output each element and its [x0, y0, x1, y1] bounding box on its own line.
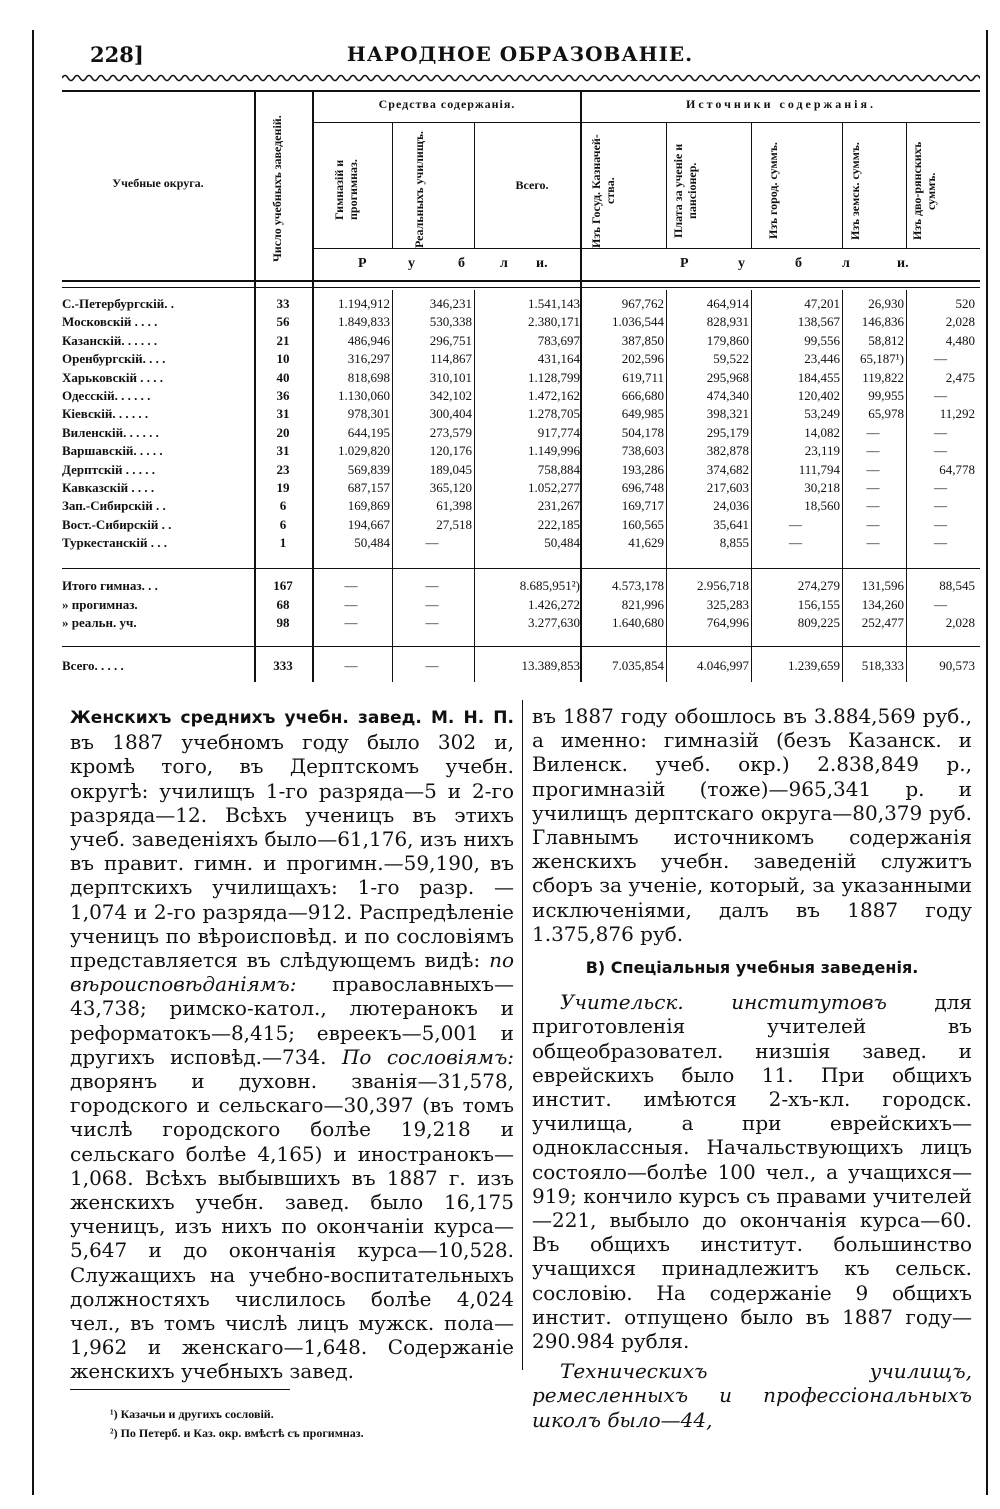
table-rule [254, 90, 256, 682]
table-cell: 1.036,544 [612, 314, 664, 330]
paragraph-text: въ 1887 году обошлось въ 3.884,569 руб., а именно: гимназій (безъ Казанск. и Виленск. учеб. окр.) 2.838,849 р., прогимназій (тоже)—965,341 р. и училищъ дерптскаго округа—80,379 руб. Главнымъ источникомъ содержанія женскихъ учебн. заведеній служитъ сборъ за ученіе, который, за указанными исключеніями, далъ въ 1887 году 1.375,876 руб. [532, 704, 972, 946]
table-rule [751, 122, 752, 248]
table-cell: — [789, 516, 802, 532]
table-cell: 194,667 [347, 516, 390, 532]
table-cell: 56 [276, 314, 290, 330]
table-cell: — [934, 424, 947, 440]
table-rule [666, 122, 667, 248]
table-cell: 31 [276, 443, 290, 459]
table-cell: 530,338 [429, 314, 472, 330]
table-cell: 1.278,705 [528, 406, 580, 422]
table-cell: — [866, 498, 880, 514]
table-rule [751, 290, 752, 682]
table-cell: — [934, 351, 947, 367]
table-cell: 58,812 [868, 332, 904, 348]
table-cell: 40 [276, 369, 290, 385]
table-row-name: Московскій . . . . [62, 314, 158, 330]
table-cell: 169,717 [621, 498, 664, 514]
col-header-noble: Изъ дво-рянскихъ суммъ. [910, 141, 938, 241]
page-frame-left [32, 30, 34, 1495]
table-cell: — [425, 578, 439, 593]
table-cell: 21 [276, 332, 290, 348]
finance-table [62, 90, 980, 690]
table-cell: 464,914 [706, 296, 749, 311]
table-cell: 486,946 [347, 332, 390, 348]
table-cell: 978,301 [347, 406, 390, 422]
table-cell: 342,102 [429, 388, 472, 403]
table-cell: 273,579 [429, 424, 472, 440]
table-cell: 1.239,659 [788, 658, 840, 673]
paragraph-text: въ 1887 учебномъ году было 302 и, кромѣ того, въ Дерптскомъ учебн. округѣ: училищъ 1-го разряда—5 и 2-го разряда—12. Всѣхъ ученицъ въ этихъ учеб. заведеніяхъ было—61,176, изъ нихъ въ правит. гимн. и прогимн.—59,190, въ дерптскихъ училищахъ: 1-го разр. — 1,074 и 2-го разряда—912. Распредѣленіе ученицъ по вѣроисповѣд. и по сословіямъ представляется въ слѣдующемъ видѣ: [70, 730, 514, 973]
unit-letter: л [842, 256, 850, 271]
table-cell: 917,774 [537, 424, 580, 440]
table-cell: 50,484 [354, 535, 390, 551]
table-rule [906, 290, 907, 682]
table-cell: 295,179 [706, 424, 749, 440]
table-cell: 156,155 [797, 596, 840, 612]
table-cell: 300,404 [429, 406, 472, 422]
unit-letter: у [408, 256, 415, 271]
unit-letter: л [500, 256, 508, 271]
table-rule [62, 287, 980, 288]
table-cell: 189,045 [429, 461, 472, 477]
table-rule [842, 122, 843, 248]
table-row-name: Кіевскій. . . . . . [62, 406, 149, 422]
table-cell: 6 [279, 498, 287, 514]
table-cell: 828,931 [706, 314, 749, 330]
column-divider [522, 700, 523, 1370]
table-cell: 783,697 [537, 332, 580, 348]
table-cell: 33 [276, 296, 290, 311]
footnote: ¹) Казачьи и другихъ сословій. [110, 1407, 274, 1421]
table-cell: 146,836 [861, 314, 904, 330]
table-rule [906, 122, 907, 248]
table-cell: 325,283 [706, 596, 749, 612]
table-cell: 134,260 [861, 596, 904, 612]
col-header-count: Число учебныхъ заведеній. [270, 115, 284, 263]
table-cell: 120,402 [797, 388, 840, 403]
unit-letter: и. [536, 256, 548, 271]
table-cell: 222,185 [537, 516, 580, 532]
table-cell: 1.640,680 [612, 615, 664, 630]
table-cell: 666,680 [621, 388, 664, 403]
table-rule [474, 290, 475, 682]
page-number: 228] [90, 42, 144, 67]
table-cell: 1.194,912 [338, 296, 390, 311]
table-cell: 644,195 [347, 424, 390, 440]
page-header [60, 40, 980, 70]
table-rule [474, 122, 475, 248]
table-cell: 23,446 [804, 351, 840, 367]
table-cell: — [425, 596, 439, 612]
table-cell: 967,762 [621, 296, 664, 311]
col-header-districts: Учебные округа. [112, 176, 204, 190]
table-cell: — [344, 578, 358, 593]
table-cell: 8,855 [719, 535, 749, 551]
table-cell: 4,480 [945, 332, 975, 348]
table-cell: 36 [276, 388, 290, 403]
table-cell: — [425, 535, 439, 551]
table-cell: 11,292 [939, 406, 975, 422]
table-cell: 3.277,630 [528, 615, 580, 630]
table-cell: 65,187¹) [860, 351, 904, 367]
table-cell: 310,101 [429, 369, 472, 385]
table-cell: 4.046,997 [697, 658, 749, 673]
table-cell: 217,603 [706, 480, 749, 495]
footnote-rule [70, 1389, 290, 1390]
table-row-name: » прогимназ. [62, 596, 138, 612]
table-row-name: Виленскій. . . . . . [62, 424, 159, 440]
paragraph-text: православныхъ—43,738; римско-катол., лютеранокъ и реформатокъ—8,415; евреекъ—5,001 и другихъ исповѣд.—734. [70, 972, 514, 1069]
table-row-name: Дерптскій . . . . . [62, 461, 155, 477]
table-cell: — [866, 461, 880, 477]
table-cell: 518,333 [861, 658, 904, 673]
table-cell: — [934, 498, 947, 514]
table-cell: 131,596 [861, 578, 904, 593]
table-rule [312, 122, 980, 123]
table-cell: 47,201 [804, 296, 840, 311]
table-cell: 649,985 [621, 406, 664, 422]
paragraph-lead: Женскихъ среднихъ учебн. завед. М. Н. П. [70, 708, 514, 728]
table-cell: — [866, 443, 880, 459]
table-cell: 169,869 [347, 498, 390, 514]
table-row-name: Кавказскій . . . . [62, 480, 155, 495]
table-cell: 2,028 [945, 314, 975, 330]
table-row-name: Варшавскій. . . . . [62, 443, 163, 459]
table-cell: — [934, 443, 947, 459]
table-cell: — [866, 516, 880, 532]
table-row-name: Туркестанскій . . . [62, 535, 168, 551]
unit-letter: б [458, 256, 465, 271]
left-text-column [70, 704, 514, 1384]
table-cell: 2,475 [945, 369, 975, 385]
table-rule [580, 90, 582, 682]
col-header-gymnasia: Гимназій и прогимназ. [332, 159, 360, 221]
table-cell: 88,545 [939, 578, 975, 593]
paragraph-text: дворянъ и духовн. званія—31,578, городского и сельскаго—30,397 (въ томъ числѣ городского болѣе 19,218 и сельскаго болѣе 4,165) и иностранокъ—1,068. Всѣхъ выбывшихъ въ 1887 г. изъ женскихъ учебн. завед. было 16,175 ученицъ, изъ нихъ по окончаніи курса—5,647 и до окончанія курса—10,528. Служащихъ на учебно-воспитательныхъ должностяхъ числилось болѣе 4,024 чел., въ томъ числѣ лицъ мужск. пола—1,962 и женскаго—1,648. Содержаніе женскихъ учебныхъ завед. [70, 1069, 514, 1384]
table-cell: 27,518 [436, 516, 472, 532]
table-cell: 65,978 [868, 406, 904, 422]
table-row-name: Казанскій. . . . . . [62, 332, 158, 348]
table-cell: 10 [276, 351, 290, 367]
table-cell: 1.128,799 [528, 369, 580, 385]
paragraph-text: для приготовленія учителей въ общеобразовател. низшія завед. и еврейскихъ было 11. При общихъ инстит. имѣются 2-хъ-кл. городск. училища, а при еврейскихъ—одноклассныя. Начальствующихъ лицъ состояло—болѣе 100 чел., а учащихся—919; кончило курсъ съ правами учителей—221, выбыло до окончанія курса—60. Въ общихъ институт. большинство учащихся принадлежитъ къ сельск. сословію. На содержаніе 9 общихъ инстит. отпущено было въ 1887 году—290.984 рубля. [532, 990, 973, 1354]
table-row-name: Всего. . . . . [62, 658, 124, 673]
unit-letter: и. [897, 256, 909, 271]
table-cell: 2.956,718 [697, 578, 749, 593]
table-row-name: С.-Петербургскій. . [62, 296, 174, 311]
table-cell: 31 [276, 406, 290, 422]
table-cell: — [866, 424, 880, 440]
table-cell: 764,996 [706, 615, 749, 630]
table-cell: 179,860 [706, 332, 749, 348]
table-cell: 7.035,854 [612, 658, 664, 673]
table-cell: 231,267 [537, 498, 580, 514]
table-cell: 19 [276, 480, 290, 495]
table-cell: 59,522 [713, 351, 749, 367]
table-cell: 138,567 [797, 314, 840, 330]
table-row-name: » реальн. уч. [62, 615, 137, 630]
table-cell: 687,157 [347, 480, 390, 495]
right-text-column [532, 704, 972, 1432]
table-cell: — [866, 480, 880, 495]
table-cell: 346,231 [429, 296, 472, 311]
group-header-sources: Источники содержанія. [685, 97, 876, 111]
table-cell: 24,036 [713, 498, 749, 514]
table-cell: 387,850 [621, 332, 664, 348]
table-cell: — [344, 596, 358, 612]
unit-letter: б [795, 256, 802, 271]
table-cell: 758,884 [537, 461, 580, 477]
table-rule [666, 290, 667, 682]
table-cell: 1.849,833 [338, 314, 390, 330]
table-cell: 23 [276, 461, 290, 477]
table-cell: 30,218 [804, 480, 840, 495]
table-row-name: Итого гимназ. . . [62, 578, 158, 593]
table-rule [62, 280, 980, 282]
table-cell: — [934, 516, 947, 532]
page-title: НАРОДНОЕ ОБРАЗОВАНІЕ. [346, 42, 694, 66]
paragraph-text: Техническихъ училищъ, ремесленныхъ и профессіональныхъ школъ было—44, [532, 1359, 972, 1432]
table-cell: 167 [273, 578, 293, 593]
table-cell: 365,120 [429, 480, 472, 495]
table-cell: — [934, 388, 947, 403]
table-cell: — [789, 535, 802, 551]
table-cell: 193,286 [621, 461, 664, 477]
table-cell: 821,996 [621, 596, 664, 612]
page-frame-right [986, 30, 988, 1495]
table-cell: — [425, 658, 439, 673]
table-rule [842, 290, 843, 682]
table-cell: 809,225 [797, 615, 840, 630]
header-wavy-rule [62, 73, 980, 83]
col-header-treasury: Изъ Госуд. Казначей-ства. [589, 134, 617, 248]
col-header-total: Всего. [515, 178, 549, 192]
table-cell: 26,930 [868, 296, 904, 311]
table-cell: — [934, 480, 947, 495]
table-row-name: Оренбургскій. . . . [62, 351, 166, 367]
table-cell: 50,484 [544, 535, 580, 551]
table-cell: 68 [276, 596, 290, 612]
unit-letter: Р [680, 256, 689, 271]
table-rule [312, 90, 314, 682]
table-rule [62, 90, 980, 92]
col-header-fees: Плата за ученіе и пансіонер. [671, 143, 699, 239]
unit-letter: у [738, 256, 745, 271]
table-cell: — [344, 615, 358, 630]
footnote: ²) По Петерб. и Каз. окр. вмѣстѣ съ прогимназ. [110, 1426, 364, 1440]
table-cell: 398,321 [706, 406, 749, 422]
table-cell: 99,556 [804, 332, 840, 348]
table-cell: 20 [276, 424, 290, 440]
table-cell: 184,455 [797, 369, 840, 385]
table-cell: 90,573 [939, 658, 975, 673]
table-cell: 382,878 [706, 443, 749, 459]
table-cell: 1.029,820 [338, 443, 390, 459]
table-cell: 1.426,272 [528, 596, 580, 612]
table-rule [392, 122, 393, 248]
table-rule [392, 290, 393, 682]
table-cell: 619,711 [622, 369, 664, 385]
table-cell: 23,119 [804, 443, 840, 459]
table-cell: 696,748 [621, 480, 664, 495]
table-row-name: Вост.-Сибирскій . . [62, 516, 172, 532]
table-cell: — [934, 596, 947, 612]
table-cell: 53,249 [804, 406, 840, 422]
table-cell: 8.685,951²) [519, 578, 580, 593]
table-cell: 18,560 [804, 498, 840, 514]
table-cell: 274,279 [797, 578, 840, 593]
table-cell: 202,596 [621, 351, 664, 367]
table-cell: 13.389,853 [521, 658, 580, 673]
table-cell: 1.130,060 [338, 388, 390, 403]
table-cell: 120,176 [429, 443, 472, 459]
table-cell: 316,297 [347, 351, 390, 367]
table-cell: 111,794 [798, 461, 840, 477]
table-cell: 374,682 [706, 461, 749, 477]
table-cell: 61,398 [436, 498, 472, 514]
table-row-name: Зап.-Сибирскій . . [62, 498, 166, 514]
table-cell: 4.573,178 [612, 578, 664, 593]
table-cell: 114,867 [430, 351, 472, 367]
col-header-real: Реальныхъ училищъ. [412, 131, 426, 249]
table-row-name: Харьковскій . . . . [62, 369, 164, 385]
table-cell: 41,629 [628, 535, 664, 551]
table-cell: 333 [273, 658, 293, 673]
italic-phrase: По сословіямъ: [341, 1044, 515, 1069]
table-cell: 64,778 [939, 461, 975, 477]
table-cell: 2,028 [945, 615, 975, 630]
table-cell: 1.472,162 [528, 388, 580, 403]
group-header-means: Средства содержанія. [378, 97, 516, 111]
table-cell: 1.052,277 [528, 480, 580, 495]
table-cell: 6 [279, 516, 287, 532]
italic-phrase: по вѣроисповѣданіямъ: [70, 948, 514, 997]
table-cell: 160,565 [621, 516, 664, 532]
table-cell: 296,751 [429, 332, 472, 348]
table-cell: 474,340 [706, 388, 749, 403]
table-cell: 1.541,143 [528, 296, 580, 311]
table-cell: 14,082 [804, 424, 840, 440]
col-header-city: Изъ город. суммъ. [766, 142, 780, 240]
table-cell: 738,603 [621, 443, 664, 459]
table-cell: 2.380,171 [528, 314, 580, 330]
section-heading: В) Спеціальныя учебныя заведенія. [585, 958, 919, 978]
italic-phrase: Учительск. институтовъ [560, 990, 887, 1015]
col-header-zemstvo: Изъ земск. суммъ. [848, 142, 862, 240]
unit-letter: Р [358, 256, 367, 271]
table-cell: — [344, 658, 358, 673]
table-cell: 35,641 [713, 516, 749, 532]
table-cell: 520 [955, 296, 975, 311]
table-cell: 504,178 [621, 424, 664, 440]
table-cell: 818,698 [347, 369, 390, 385]
table-cell: 252,477 [861, 615, 904, 630]
table-cell: 99,955 [868, 388, 904, 403]
table-cell: 295,968 [706, 369, 749, 385]
table-row-name: Одесскій. . . . . . [62, 388, 151, 403]
table-cell: — [866, 535, 880, 551]
table-cell: 119,822 [862, 369, 904, 385]
table-cell: — [934, 535, 947, 551]
table-cell: 431,164 [537, 351, 580, 367]
table-cell: 1.149,996 [528, 443, 580, 459]
table-cell: 569,839 [347, 461, 390, 477]
table-cell: 1 [279, 535, 287, 551]
table-cell: 98 [276, 615, 290, 630]
table-cell: — [425, 615, 439, 630]
table-rule [312, 248, 980, 249]
